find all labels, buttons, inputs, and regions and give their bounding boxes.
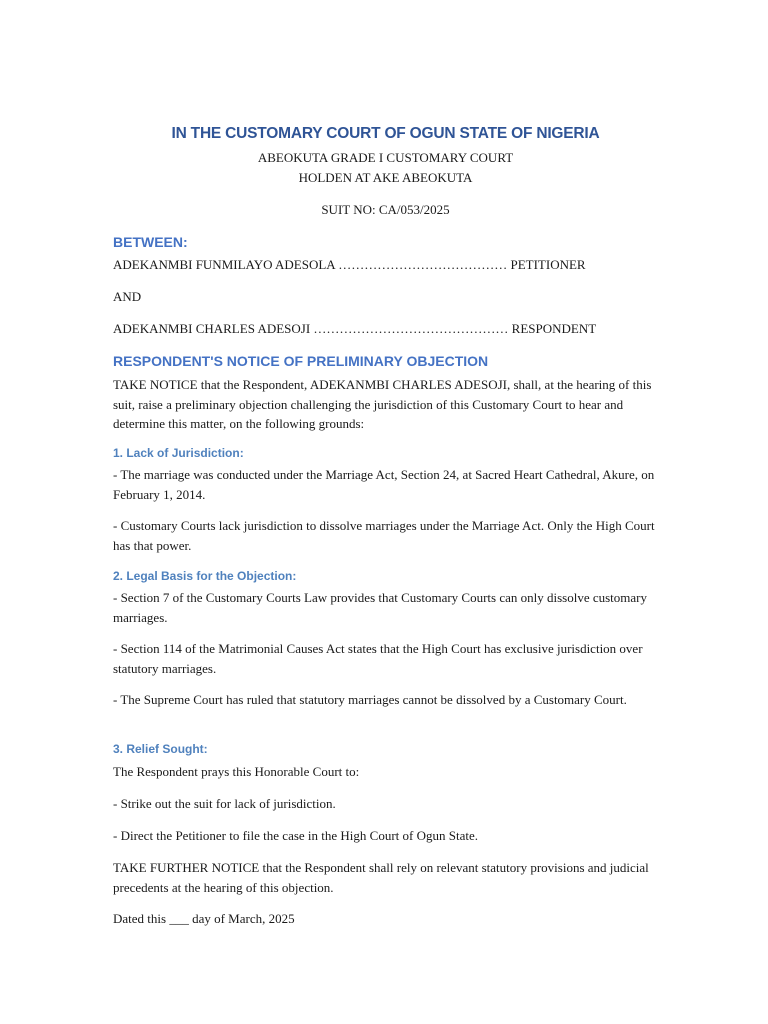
section-2-point-2: - Section 114 of the Matrimonial Causes Act states that the High Court has exclusive jurisdiction over statutory marriages. — [113, 641, 643, 676]
court-subtitle-holden: HOLDEN AT AKE ABEOKUTA — [298, 170, 473, 185]
intro-paragraph: TAKE NOTICE that the Respondent, ADEKANMBI CHARLES ADESOJI, shall, at the hearing of this suit, raise a preliminary objection challenging the jurisdiction of this Customary Court to hear and determine this matter, on the following grounds: — [113, 377, 652, 431]
section-2-heading: 2. Legal Basis for the Objection: — [113, 569, 297, 583]
petitioner-line: ADEKANMBI FUNMILAYO ADESOLA ………………………………… PETITIONER — [113, 257, 586, 272]
notice-heading: RESPONDENT'S NOTICE OF PRELIMINARY OBJECTION — [113, 353, 489, 369]
section-3-heading: 3. Relief Sought: — [113, 742, 208, 756]
and-separator: AND — [113, 289, 142, 304]
dated-line: Dated this ___ day of March, 2025 — [113, 911, 295, 926]
section-1-point-2: - Customary Courts lack jurisdiction to dissolve marriages under the Marriage Act. Only the High Court has that power. — [113, 518, 655, 553]
section-2-point-1: - Section 7 of the Customary Courts Law provides that Customary Courts can only dissolve customary marriages. — [113, 590, 648, 625]
respondent-line: ADEKANMBI CHARLES ADESOJI ……………………………………… RESPONDENT — [113, 321, 597, 336]
section-3-point-1: - Strike out the suit for lack of jurisdiction. — [113, 796, 336, 811]
section-1-heading: 1. Lack of Jurisdiction: — [113, 446, 244, 460]
further-notice-paragraph: TAKE FURTHER NOTICE that the Respondent shall rely on relevant statutory provisions and judicial precedents at the hearing of this objection. — [113, 860, 649, 895]
section-3-intro: The Respondent prays this Honorable Court to: — [113, 764, 360, 779]
section-2-point-3: - The Supreme Court has ruled that statutory marriages cannot be dissolved by a Customary Court. — [113, 692, 627, 707]
court-title: IN THE CUSTOMARY COURT OF OGUN STATE OF NIGERIA — [171, 125, 600, 142]
section-1-point-1: - The marriage was conducted under the Marriage Act, Section 24, at Sacred Heart Cathedral, Akure, on February 1, 2014. — [113, 467, 655, 502]
court-subtitle-grade: ABEOKUTA GRADE I CUSTOMARY COURT — [257, 150, 514, 165]
section-3-point-2: - Direct the Petitioner to file the case in the High Court of Ogun State. — [113, 828, 478, 843]
between-heading: BETWEEN: — [113, 234, 188, 250]
suit-number: SUIT NO: CA/053/2025 — [321, 202, 450, 217]
